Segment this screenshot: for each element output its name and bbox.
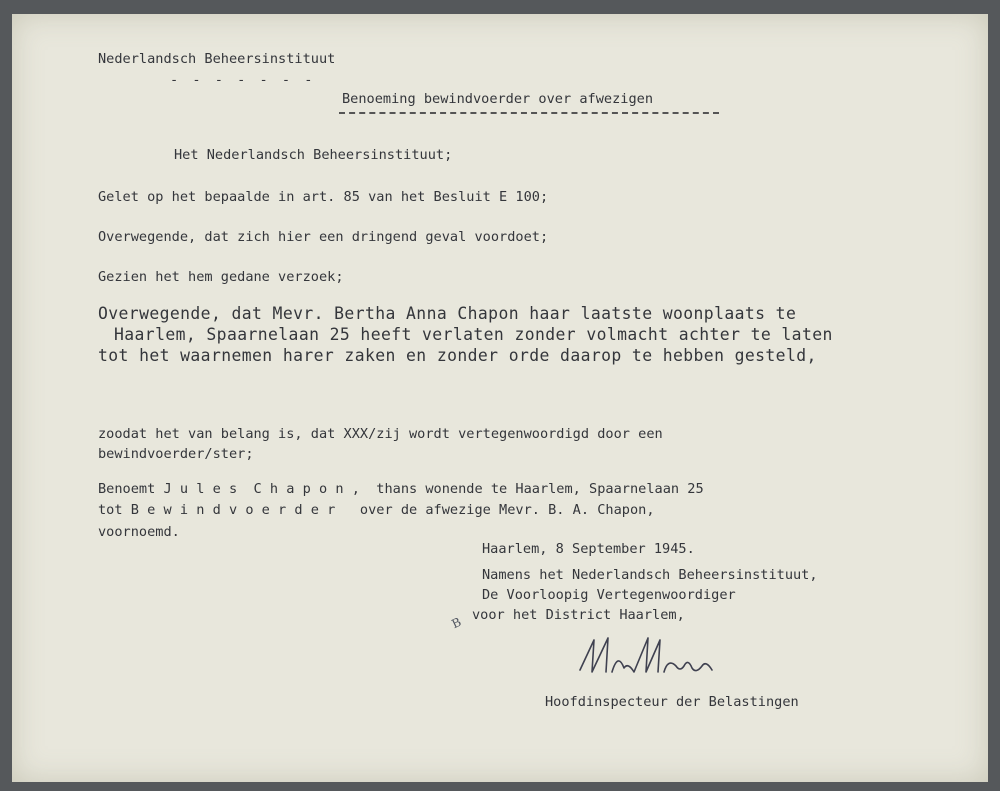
initial-mark: B xyxy=(449,614,464,632)
interest-paragraph-line: bewindvoerder/ster; xyxy=(98,446,254,462)
signature-block-line: Namens het Nederlandsch Beheersinstituut, xyxy=(482,567,818,583)
signer-title: Hoofdinspecteur der Belastingen xyxy=(545,694,799,710)
main-paragraph-line: Haarlem, Spaarnelaan 25 heeft verlaten zonder volmacht achter te laten xyxy=(114,325,833,344)
main-paragraph-line: Overwegende, dat Mevr. Bertha Anna Chapon haar laatste woonplaats te xyxy=(98,304,797,323)
consideration-line: Overwegende, dat zich hier een dringend geval voordoet; xyxy=(98,229,549,245)
header-organization: Nederlandsch Beheersinstituut xyxy=(98,51,336,67)
handwritten-signature xyxy=(572,632,742,682)
interest-paragraph-line: zoodat het van belang is, dat XXX/zij wordt vertegenwoordigd door een xyxy=(98,426,663,442)
consideration-line: Gezien het hem gedane verzoek; xyxy=(98,269,344,285)
appointment-line: tot B e w i n d v o e r d e r over de afwezige Mevr. B. A. Chapon, xyxy=(98,502,655,518)
document-page xyxy=(12,14,988,782)
place-date: Haarlem, 8 September 1945. xyxy=(482,541,695,557)
header-dashes: - - - - - - - xyxy=(170,72,316,88)
consideration-line: Gelet op het bepaalde in art. 85 van het Besluit E 100; xyxy=(98,189,549,205)
title-underline xyxy=(339,112,719,114)
intro-line: Het Nederlandsch Beheersinstituut; xyxy=(174,147,453,163)
appointment-line: voornoemd. xyxy=(98,524,180,540)
signature-block-line: voor het District Haarlem, xyxy=(472,607,685,623)
signature-block-line: De Voorloopig Vertegenwoordiger xyxy=(482,587,736,603)
document-title: Benoeming bewindvoerder over afwezigen xyxy=(342,91,653,107)
appointment-line: Benoemt J u l e s C h a p o n , thans wonende te Haarlem, Spaarnelaan 25 xyxy=(98,481,704,497)
main-paragraph-line: tot het waarnemen harer zaken en zonder orde daarop te hebben gesteld, xyxy=(98,346,817,365)
